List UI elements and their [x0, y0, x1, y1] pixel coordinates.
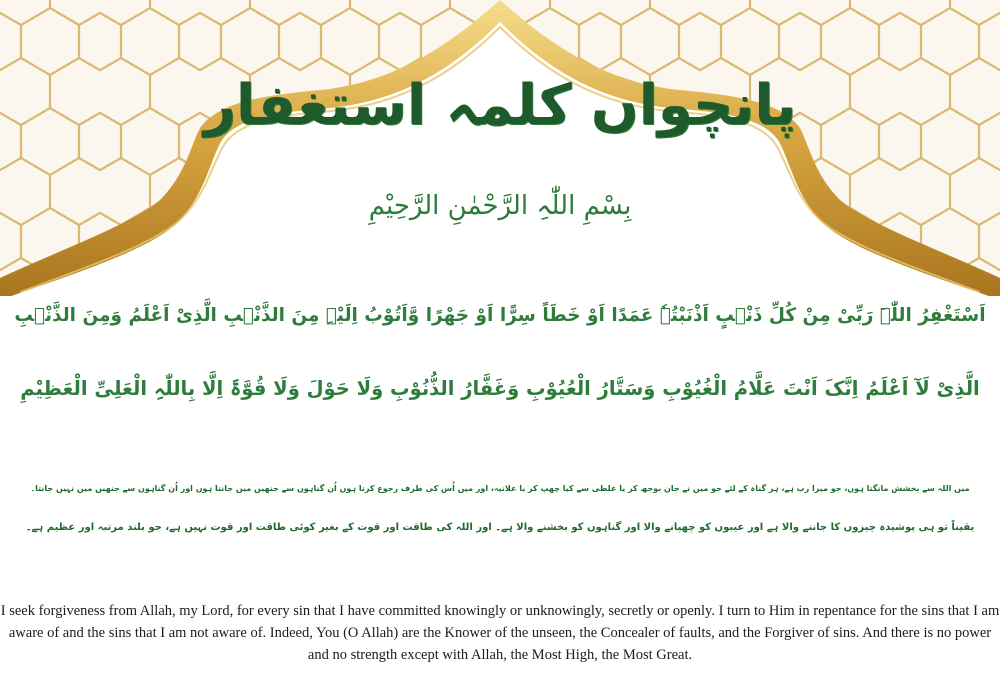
english-translation: I seek forgiveness from Allah, my Lord, for every sin that I have committed knowingly or unknowingly, secretly or openly. I turn to Him in repentance for the sins that I am aware of and the sins that I am not aware of. Indeed, You (O Allah) are the Knower of the unseen, the Concealer of faults, and the Forgiver of sins. And there is no power and no strength except with Allah, the Most High, the Most Great.: [0, 603, 1000, 663]
bismillah-text: بِسْمِ اللّٰہِ الرَّحْمٰنِ الرَّحِیْمِ: [368, 191, 632, 221]
page-title: پانچواں کلمہ استغفار: [203, 73, 797, 138]
urdu-translation-line-2: یقیناً تو ہی پوشیدہ چیزوں کا جاننے والا ہے اور عیبوں کو چھپانے والا اور گناہوں کو بخشنے والا ہے۔ اور اللہ کی طاقت اور قوت کے بغیر کوئی طاقت اور قوت نہیں ہے، جو بلند مرتبہ اور عظیم ہے۔: [25, 522, 975, 533]
arabic-text-line-1: اَسْتَغْفِرُ اللّٰہَ رَبِّیْ مِنْ کُلِّ ذَنْۢبٍ اَذْنَبْتُہٗ عَمَدًا اَوْ خَطَاً سِرًّا اَوْ جَھْرًا وَّاَتُوْبُ اِلَیْہِ مِنَ الذَّنْۢبِ الَّذِیْ اَعْلَمُ وَمِنَ الذَّنْۢبِ: [14, 305, 986, 326]
urdu-translation-line-1: میں اللہ سے بخشش مانگتا ہوں، جو میرا رب ہے، ہر گناہ کے لئے جو میں نے جان بوجھ کر یا غلطی سے کیا چھپ کر یا علانیہ، اور میں اُس کی طرف رجوع کرتا ہوں اُن گناہوں سے جنھیں میں جانتا ہوں اور اُن گناہوں سے جنھیں میں نہیں جانتا۔: [30, 484, 970, 493]
arabic-text-line-2: الَّذِیْ لَآ اَعْلَمُ اِنَّکَ اَنْتَ عَلَّامُ الْغُیُوْبِ وَسَتَّارُ الْعُیُوْبِ وَغَفَّارُ الذُّنُوْبِ وَلَا حَوْلَ وَلَا قُوَّۃَ اِلَّا بِاللّٰہِ الْعَلِیِّ الْعَظِیْمِ: [20, 377, 980, 400]
